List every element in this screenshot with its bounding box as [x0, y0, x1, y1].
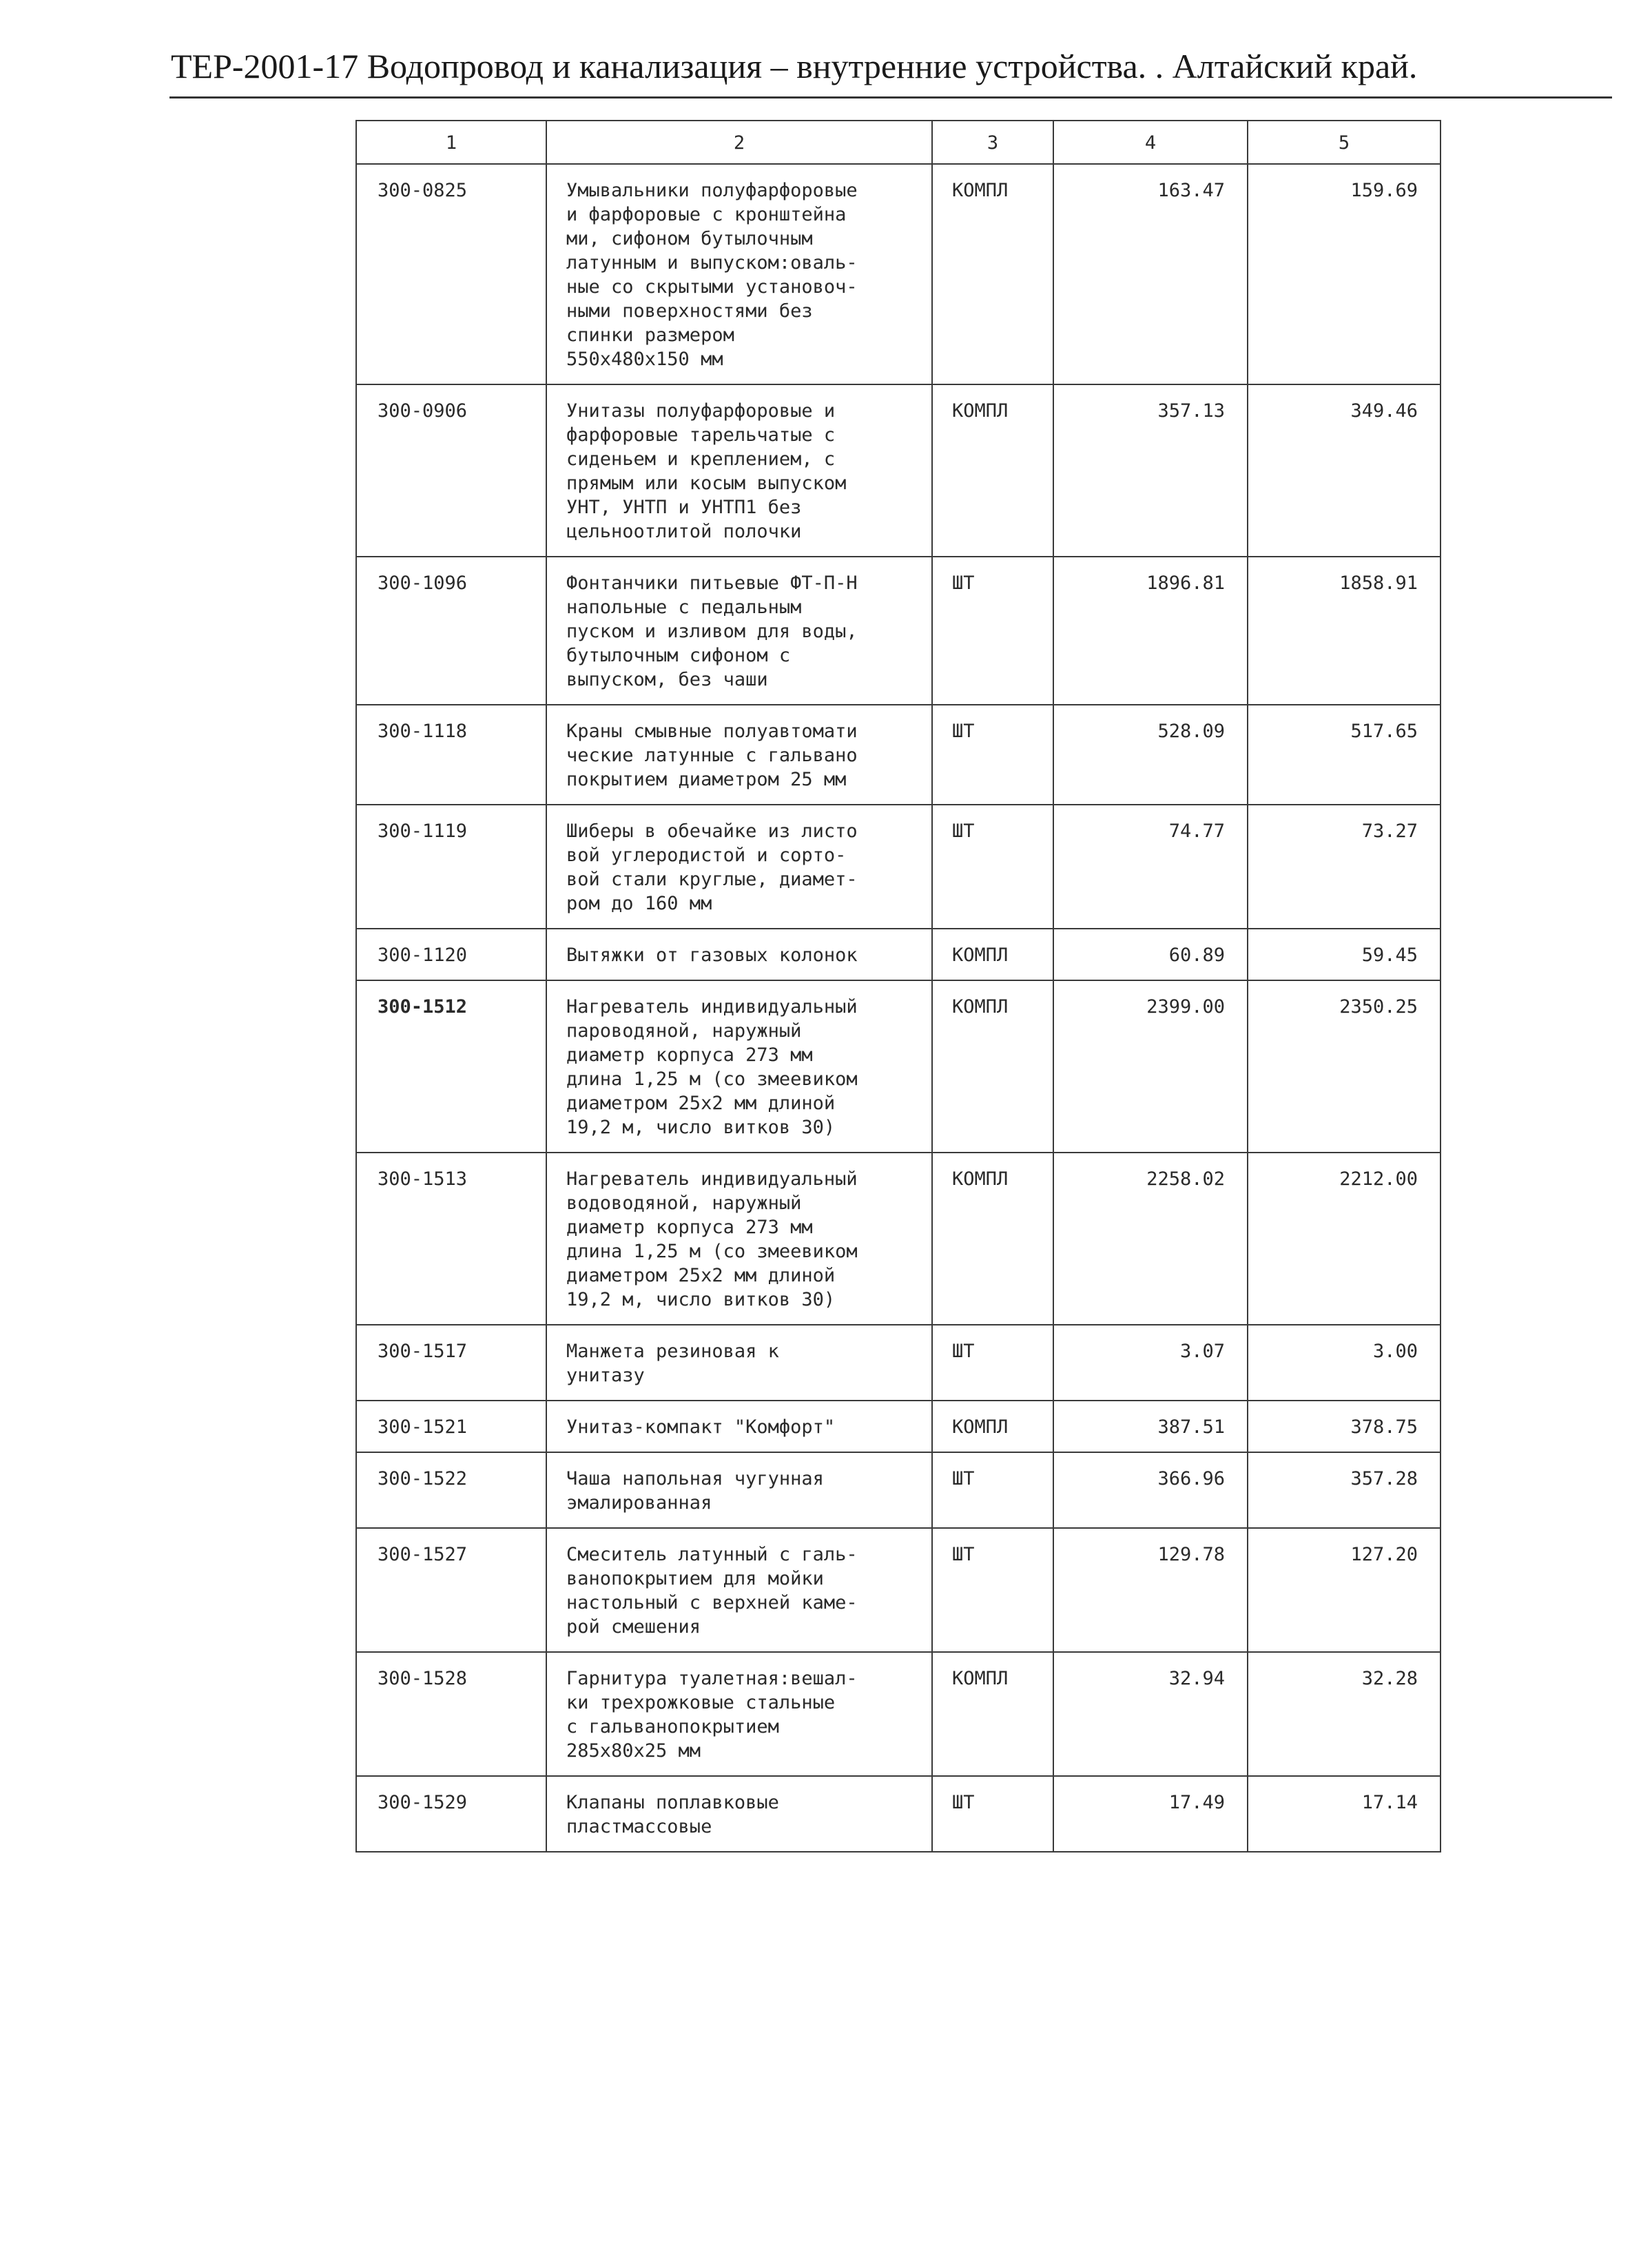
code-cell: 300-1517: [356, 1325, 546, 1401]
code-cell: 300-1522: [356, 1452, 546, 1528]
description-cell: Нагреватель индивидуальный пароводяной, наружный диаметр корпуса 273 мм длина 1,25 м (со змеевиком диаметром 25x2 мм длиной 19,2 м, число витков 30): [546, 980, 932, 1153]
table-row: [356, 705, 1441, 805]
code-cell: 300-1118: [356, 705, 546, 805]
page-title: ТЕР-2001-17 Водопровод и канализация – внутренние устройства. . Алтайский край.: [171, 47, 1418, 85]
price-cell: 357.13: [1053, 384, 1248, 557]
column-header: 3: [932, 121, 1053, 164]
table-row: [356, 1325, 1441, 1401]
price-cell: 73.27: [1248, 805, 1441, 929]
unit-cell: КОМПЛ: [932, 164, 1053, 384]
table-row: [356, 164, 1441, 384]
price-cell: 3.00: [1248, 1325, 1441, 1401]
price-cell: 159.69: [1248, 164, 1441, 384]
description-cell: Умывальники полуфарфоровые и фарфоровые с кронштейна ми, сифоном бутылочным латунным и выпуском:оваль- ные со скрытыми установоч- ными поверхностями без спинки размером 550x480x150 мм: [546, 164, 932, 384]
price-table: [355, 120, 1441, 1852]
price-cell: 387.51: [1053, 1401, 1248, 1452]
price-cell: 32.28: [1248, 1652, 1441, 1776]
description-cell: Фонтанчики питьевые ФТ-П-Н напольные с педальным пуском и изливом для воды, бутылочным сифоном с выпуском, без чаши: [546, 557, 932, 705]
unit-cell: ШТ: [932, 705, 1053, 805]
code-cell: 300-1119: [356, 805, 546, 929]
price-cell: 378.75: [1248, 1401, 1441, 1452]
description-cell: Краны смывные полуавтомати ческие латунные с гальвано покрытием диаметром 25 мм: [546, 705, 932, 805]
description-cell: Клапаны поплавковые пластмассовые: [546, 1776, 932, 1852]
description-cell: Унитазы полуфарфоровые и фарфоровые тарельчатые с сиденьем и креплением, с прямым или косым выпуском УНТ, УНТП и УНТП1 без цельноотлитой полочки: [546, 384, 932, 557]
description-cell: Манжета резиновая к унитазу: [546, 1325, 932, 1401]
code-cell: 300-1512: [356, 980, 546, 1153]
unit-cell: КОМПЛ: [932, 384, 1053, 557]
price-cell: 1858.91: [1248, 557, 1441, 705]
description-cell: Чаша напольная чугунная эмалированная: [546, 1452, 932, 1528]
code-cell: 300-1120: [356, 929, 546, 980]
price-cell: 163.47: [1053, 164, 1248, 384]
header-divider: [169, 96, 1612, 99]
description-cell: Смеситель латунный с галь- ванопокрытием для мойки настольный с верхней каме- рой смешения: [546, 1528, 932, 1652]
unit-cell: КОМПЛ: [932, 1401, 1053, 1452]
table-row: [356, 980, 1441, 1153]
code-cell: 300-1513: [356, 1153, 546, 1325]
unit-cell: ШТ: [932, 1776, 1053, 1852]
code-cell: 300-0906: [356, 384, 546, 557]
price-cell: 59.45: [1248, 929, 1441, 980]
unit-cell: ШТ: [932, 1325, 1053, 1401]
price-cell: 366.96: [1053, 1452, 1248, 1528]
price-cell: 60.89: [1053, 929, 1248, 980]
table-row: [356, 1652, 1441, 1776]
unit-cell: ШТ: [932, 557, 1053, 705]
price-cell: 528.09: [1053, 705, 1248, 805]
unit-cell: КОМПЛ: [932, 980, 1053, 1153]
code-cell: 300-1521: [356, 1401, 546, 1452]
table-body: [356, 164, 1441, 1852]
table-header-row: [356, 121, 1441, 164]
unit-cell: КОМПЛ: [932, 929, 1053, 980]
price-cell: 2399.00: [1053, 980, 1248, 1153]
unit-cell: ШТ: [932, 805, 1053, 929]
price-cell: 2350.25: [1248, 980, 1441, 1153]
price-cell: 2258.02: [1053, 1153, 1248, 1325]
price-cell: 17.14: [1248, 1776, 1441, 1852]
column-header: 1: [356, 121, 546, 164]
unit-cell: ШТ: [932, 1528, 1053, 1652]
unit-cell: КОМПЛ: [932, 1153, 1053, 1325]
price-cell: 74.77: [1053, 805, 1248, 929]
code-cell: 300-1527: [356, 1528, 546, 1652]
table-row: [356, 557, 1441, 705]
description-cell: Нагреватель индивидуальный водоводяной, наружный диаметр корпуса 273 мм длина 1,25 м (со змеевиком диаметром 25x2 мм длиной 19,2 м, число витков 30): [546, 1153, 932, 1325]
code-cell: 300-1528: [356, 1652, 546, 1776]
price-cell: 517.65: [1248, 705, 1441, 805]
price-cell: 3.07: [1053, 1325, 1248, 1401]
price-cell: 2212.00: [1248, 1153, 1441, 1325]
description-cell: Гарнитура туалетная:вешал- ки трехрожковые стальные с гальванопокрытием 285x80x25 мм: [546, 1652, 932, 1776]
price-cell: 357.28: [1248, 1452, 1441, 1528]
code-cell: 300-0825: [356, 164, 546, 384]
price-cell: 1896.81: [1053, 557, 1248, 705]
table-row: [356, 384, 1441, 557]
description-cell: Шиберы в обечайке из листо вой углеродистой и сорто- вой стали круглые, диамет- ром до 160 мм: [546, 805, 932, 929]
description-cell: Унитаз-компакт "Комфорт": [546, 1401, 932, 1452]
price-cell: 129.78: [1053, 1528, 1248, 1652]
code-cell: 300-1529: [356, 1776, 546, 1852]
table-row: [356, 929, 1441, 980]
table-row: [356, 1452, 1441, 1528]
code-cell: 300-1096: [356, 557, 546, 705]
price-cell: 349.46: [1248, 384, 1441, 557]
unit-cell: ШТ: [932, 1452, 1053, 1528]
table-row: [356, 1153, 1441, 1325]
column-header: 5: [1248, 121, 1441, 164]
column-header: 2: [546, 121, 932, 164]
table-row: [356, 805, 1441, 929]
unit-cell: КОМПЛ: [932, 1652, 1053, 1776]
table-row: [356, 1776, 1441, 1852]
price-cell: 32.94: [1053, 1652, 1248, 1776]
description-cell: Вытяжки от газовых колонок: [546, 929, 932, 980]
column-header: 4: [1053, 121, 1248, 164]
price-cell: 17.49: [1053, 1776, 1248, 1852]
price-cell: 127.20: [1248, 1528, 1441, 1652]
table-row: [356, 1528, 1441, 1652]
table-row: [356, 1401, 1441, 1452]
